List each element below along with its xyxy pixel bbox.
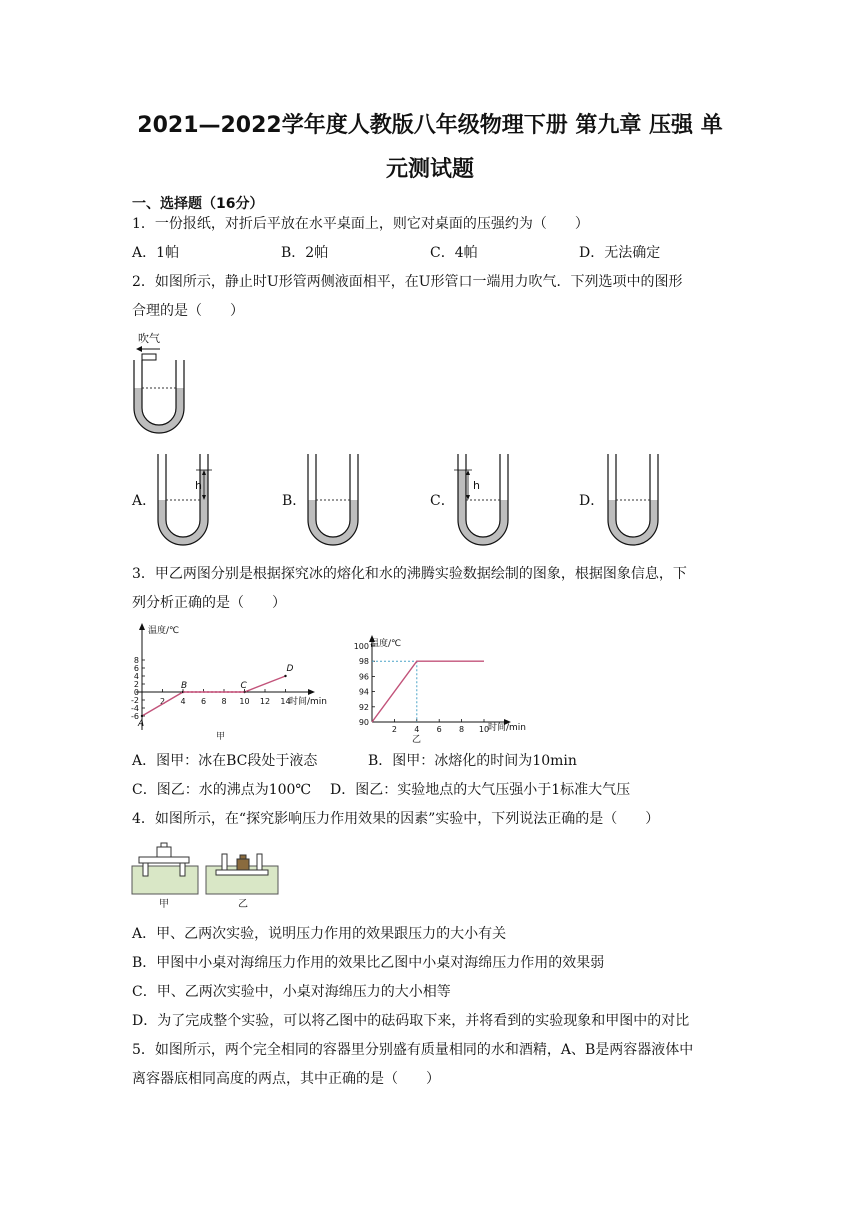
jia-xtick-label: 2 bbox=[159, 697, 166, 706]
jia-ytick-label: 2 bbox=[133, 680, 139, 689]
yi-ytick-label: 92 bbox=[358, 702, 369, 712]
jia-xtick-label: 12 bbox=[259, 697, 271, 706]
jia-ytick-label: 0 bbox=[133, 688, 139, 697]
jia-series-line bbox=[142, 676, 286, 716]
jia-xtick-label: 10 bbox=[239, 697, 250, 706]
jia-ytick-label: 4 bbox=[133, 672, 139, 681]
question-2-option-d: D． bbox=[579, 493, 605, 509]
jia-xtick-label: 4 bbox=[180, 697, 186, 706]
yi-xtick-label: 10 bbox=[478, 725, 490, 734]
jia-point-label: B bbox=[181, 681, 188, 691]
yi-xtick-label: 4 bbox=[414, 725, 420, 734]
yi-ytick-label: 98 bbox=[358, 657, 369, 667]
page-title-line1: 2021—2022学年度人教版八年级物理下册 第九章 压强 单 bbox=[137, 113, 723, 138]
jia-ytick-label: -2 bbox=[131, 696, 139, 705]
yi-xtick-label: 2 bbox=[391, 725, 397, 734]
page-title-line2: 元测试题 bbox=[385, 157, 474, 182]
question-1-option-c: C．4帕 bbox=[430, 245, 478, 261]
h-label-c: h bbox=[473, 479, 480, 492]
question-3-option-c: C．图乙：水的沸点为100℃ bbox=[132, 782, 312, 798]
question-3-option-d: D．图乙：实验地点的大气压强小于1标准大气压 bbox=[330, 782, 631, 798]
melting-graph-jia bbox=[122, 620, 332, 742]
question-2-option-a: A． bbox=[132, 493, 157, 509]
question-1-option-b: B．2帕 bbox=[281, 245, 329, 261]
h-label-a: h bbox=[195, 479, 202, 492]
question-4-option-b: B．甲图中小桌对海绵压力作用的效果比乙图中小桌对海绵压力作用的效果弱 bbox=[132, 955, 605, 971]
yi-caption: 乙 bbox=[412, 735, 422, 745]
sponge-table-figure bbox=[130, 836, 282, 910]
yi-xtick-label: 8 bbox=[459, 725, 465, 734]
question-4-option-d: D．为了完成整个实验，可以将乙图中的砝码取下来，并将看到的实验现象和甲图中的对比 bbox=[132, 1013, 690, 1029]
yi-xlabel: 时间/min bbox=[488, 723, 527, 733]
blow-label: 吹气 bbox=[138, 332, 160, 345]
jia-ytick-label: -4 bbox=[131, 704, 139, 713]
question-2-option-b: B． bbox=[282, 493, 307, 509]
question-1-option-a: A．1帕 bbox=[132, 245, 180, 261]
jia-ylabel: 温度/℃ bbox=[148, 626, 180, 636]
boiling-graph-yi bbox=[348, 634, 534, 746]
yi-ylabel: 温度/℃ bbox=[370, 639, 402, 649]
yi-xtick-label: 6 bbox=[436, 725, 442, 734]
jia-xtick-label: 8 bbox=[221, 697, 227, 706]
question-1-stem: 1．一份报纸，对折后平放在水平桌面上，则它对桌面的压强约为（ ） bbox=[132, 216, 589, 232]
u-tube-option-c bbox=[452, 448, 524, 550]
jia-point-label: D bbox=[286, 664, 294, 674]
caption-yi: 乙 bbox=[238, 899, 248, 910]
jia-ytick-label: 8 bbox=[133, 656, 139, 665]
caption-jia: 甲 bbox=[159, 899, 169, 910]
jia-point bbox=[141, 715, 143, 717]
question-2-stem-line1: 2．如图所示，静止时U形管两侧液面相平，在U形管口一端用力吹气．下列选项中的图形 bbox=[132, 274, 683, 290]
jia-point-label: C bbox=[240, 681, 247, 691]
jia-caption: 甲 bbox=[216, 732, 226, 742]
question-2-option-c: C． bbox=[430, 493, 455, 509]
jia-xtick-label: 14 bbox=[280, 697, 291, 706]
yi-ytick-label: 90 bbox=[358, 718, 369, 727]
section-heading: 一、选择题（16分） bbox=[132, 196, 264, 212]
question-3-stem-line1: 3．甲乙两图分别是根据探究冰的熔化和水的沸腾实验数据绘制的图象，根据图象信息，下 bbox=[132, 566, 687, 582]
question-1-option-d: D．无法确定 bbox=[579, 245, 661, 261]
question-4-stem: 4．如图所示，在“探究影响压力作用效果的因素”实验中，下列说法正确的是（ ） bbox=[132, 811, 660, 827]
u-tube-option-a bbox=[152, 448, 224, 550]
yi-ytick-label: 100 bbox=[353, 642, 369, 651]
jia-xlabel: 时间/min bbox=[289, 697, 328, 707]
question-5-stem-line2: 离容器底相同高度的两点，其中正确的是（ ） bbox=[132, 1071, 440, 1087]
yi-series-line bbox=[372, 661, 484, 722]
jia-xtick-label: 6 bbox=[200, 697, 207, 706]
jia-ytick-label: 6 bbox=[133, 664, 139, 673]
jia-ytick-label: -6 bbox=[131, 712, 139, 721]
question-4-option-c: C．甲、乙两次实验中，小桌对海绵压力的大小相等 bbox=[132, 984, 451, 1000]
u-tube-option-d bbox=[602, 448, 674, 550]
u-tube-blow-figure bbox=[126, 328, 200, 438]
u-tube-option-b bbox=[302, 448, 374, 550]
yi-ytick-label: 94 bbox=[358, 687, 369, 697]
question-2-stem-line2: 合理的是（ ） bbox=[132, 303, 244, 319]
question-4-option-a: A．甲、乙两次实验，说明压力作用的效果跟压力的大小有关 bbox=[132, 926, 507, 942]
jia-point bbox=[284, 675, 286, 677]
question-5-stem-line1: 5．如图所示，两个完全相同的容器里分别盛有质量相同的水和酒精，A、B是两容器液体中 bbox=[132, 1042, 694, 1058]
question-3-option-a: A．图甲：冰在BC段处于液态 bbox=[132, 753, 318, 769]
jia-point-label: A bbox=[138, 719, 145, 729]
question-3-stem-line2: 列分析正确的是（ ） bbox=[132, 595, 286, 611]
question-3-option-b: B．图甲：冰熔化的时间为10min bbox=[368, 753, 577, 769]
yi-ytick-label: 96 bbox=[358, 672, 369, 682]
